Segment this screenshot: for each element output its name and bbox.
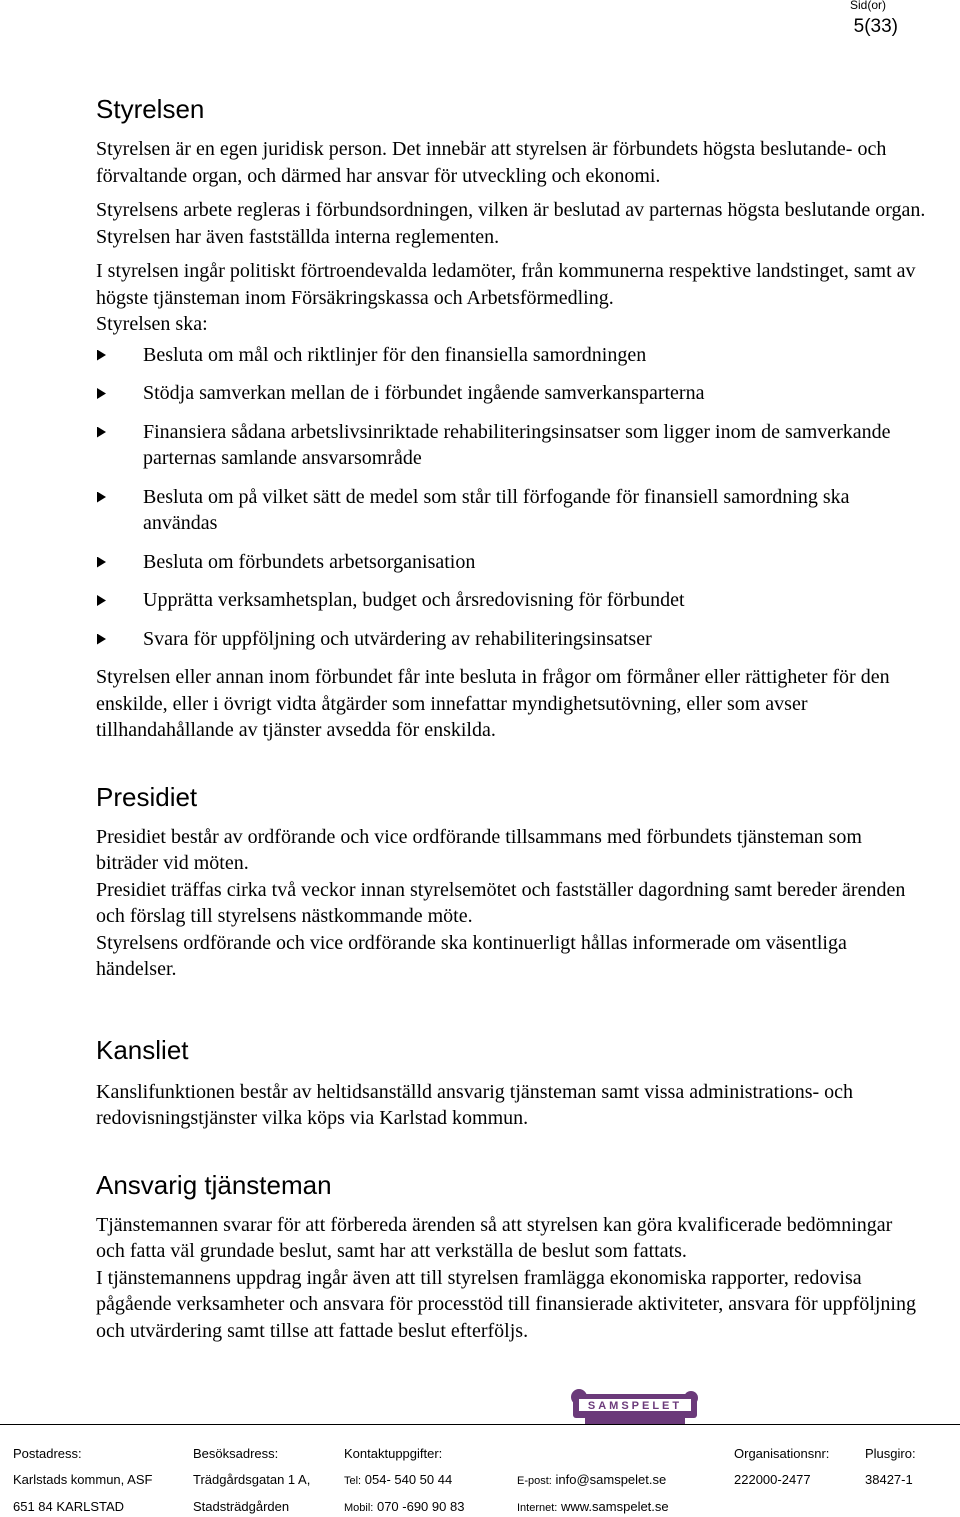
footer-mobil: Mobil: 070 -690 90 83 xyxy=(344,1499,465,1514)
bullet-icon xyxy=(97,388,106,399)
page-number: 5(33) xyxy=(853,16,898,37)
bullet-icon xyxy=(97,350,106,361)
footer-postadress-line2: 651 84 KARLSTAD xyxy=(13,1499,125,1514)
list-item: Stödja samverkan mellan de i förbundet ingående samverkansparterna xyxy=(96,380,926,407)
list-item: Finansiera sådana arbetslivsinriktade rehabiliteringsinsatser som ligger inom de samverkande parternas samlande ansvarsområde xyxy=(96,419,926,472)
bullet-icon xyxy=(97,557,106,568)
list-item: Besluta om på vilket sätt de medel som står till förfogande för finansiell samordning ska användas xyxy=(96,484,926,537)
footer-orgnr-label: Organisationsnr: xyxy=(734,1446,830,1461)
footer-divider xyxy=(0,1424,960,1425)
list-item: Upprätta verksamhetsplan, budget och årsredovisning för förbundet xyxy=(96,587,926,614)
paragraph: Presidiet träffas cirka två veckor innan styrelsemötet och fastställer dagordning samt bereder ärenden och förslag till styrelsens nästkommande möte. xyxy=(96,878,906,927)
footer-plusgiro: 38427-1 xyxy=(865,1472,913,1487)
paragraph: I styrelsen ingår politiskt förtroendevalda ledamöter, från kommunerna respektive landstinget, samt av högste tjänsteman inom Försäkringskassa och Arbetsförmedling. xyxy=(96,260,916,309)
heading-styrelsen: Styrelsen xyxy=(96,94,205,124)
heading-kansliet: Kansliet xyxy=(96,1034,189,1065)
paragraph: I tjänstemannens uppdrag ingår även att till styrelsen framlägga ekonomiska rapporter, redovisa pågående verksamheter och ansvara för processtöd till finansierade aktiviteter, ansvara för uppföljning och utvärdering samt tillse att fattade beslut efterföljs. xyxy=(96,1266,916,1342)
footer-besoksadress-label: Besöksadress: xyxy=(193,1446,279,1461)
list-item: Besluta om förbundets arbetsorganisation xyxy=(96,549,926,576)
footer-postadress-label: Postadress: xyxy=(13,1446,82,1461)
bullet-icon xyxy=(97,427,106,438)
footer-kontakt-label: Kontaktuppgifter: xyxy=(344,1446,443,1461)
footer-plusgiro-label: Plusgiro: xyxy=(865,1446,916,1461)
footer-internet: Internet: www.samspelet.se xyxy=(517,1499,669,1514)
heading-presidiet: Presidiet xyxy=(96,781,198,812)
footer-postadress-line1: Karlstads kommun, ASF xyxy=(13,1472,153,1487)
paragraph: Styrelsens ordförande och vice ordförande ska kontinuerligt hållas informerade om väsentliga händelser. xyxy=(96,931,847,980)
logo-text: SAMSPELET xyxy=(587,1400,683,1412)
document-body xyxy=(96,92,926,1344)
paragraph: Presidiet består av ordförande och vice ordförande tillsammans med förbundets tjänsteman som biträder vid möten. xyxy=(96,825,862,874)
footer-besoksadress-line1: Trädgårdsgatan 1 A, xyxy=(193,1472,311,1487)
paragraph: Styrelsen är en egen juridisk person. Det innebär att styrelsen är förbundets högsta beslutande- och förvaltande organ, och därmed har ansvar för utveckling och ekonomi. xyxy=(96,138,887,187)
paragraph: Tjänstemannen svarar för att förbereda ärenden så att styrelsen kan göra kvalificerade bedömningar och fatta väl grundade beslut, samt har att verkställa de beslut som fattats. xyxy=(96,1213,893,1262)
paragraph: Kanslifunktionen består av heltidsanställd ansvarig tjänsteman samt vissa administrations- och redovisningstjänster vilka köps via Karlstad kommun. xyxy=(96,1080,854,1129)
footer-epost: E-post: info@samspelet.se xyxy=(517,1472,667,1487)
bullet-icon xyxy=(97,595,106,606)
heading-ansvarig-tjansteman: Ansvarig tjänsteman xyxy=(96,1169,332,1200)
footer-besoksadress-line2: Stadsträdgården xyxy=(193,1499,290,1514)
list-item: Besluta om mål och riktlinjer för den finansiella samordningen xyxy=(96,342,926,369)
paragraph: Styrelsen ska: xyxy=(96,313,208,335)
bullet-icon xyxy=(97,492,106,503)
samspelet-logo xyxy=(565,1388,705,1428)
bullet-icon xyxy=(97,634,106,645)
page-label: Sid(or) xyxy=(849,0,886,12)
footer-tel: Tel: 054- 540 50 44 xyxy=(344,1472,453,1487)
paragraph: Styrelsen eller annan inom förbundet får inte besluta in frågor om förmåner eller rättigheter för den enskilde, eller i övrigt vidta åtgärder som innefattar myndighetsutövning, eller som avser tillhandahållande av tjänster avsedda för enskilda. xyxy=(96,666,890,741)
bullet-list xyxy=(96,342,926,653)
paragraph: Styrelsens arbete regleras i förbundsordningen, vilken är beslutad av parternas högsta beslutande organ. Styrelsen har även fastställda interna reglementen. xyxy=(96,199,926,248)
footer-orgnr: 222000-2477 xyxy=(734,1472,811,1487)
list-item: Svara för uppföljning och utvärdering av rehabiliteringsinsatser xyxy=(96,626,926,653)
